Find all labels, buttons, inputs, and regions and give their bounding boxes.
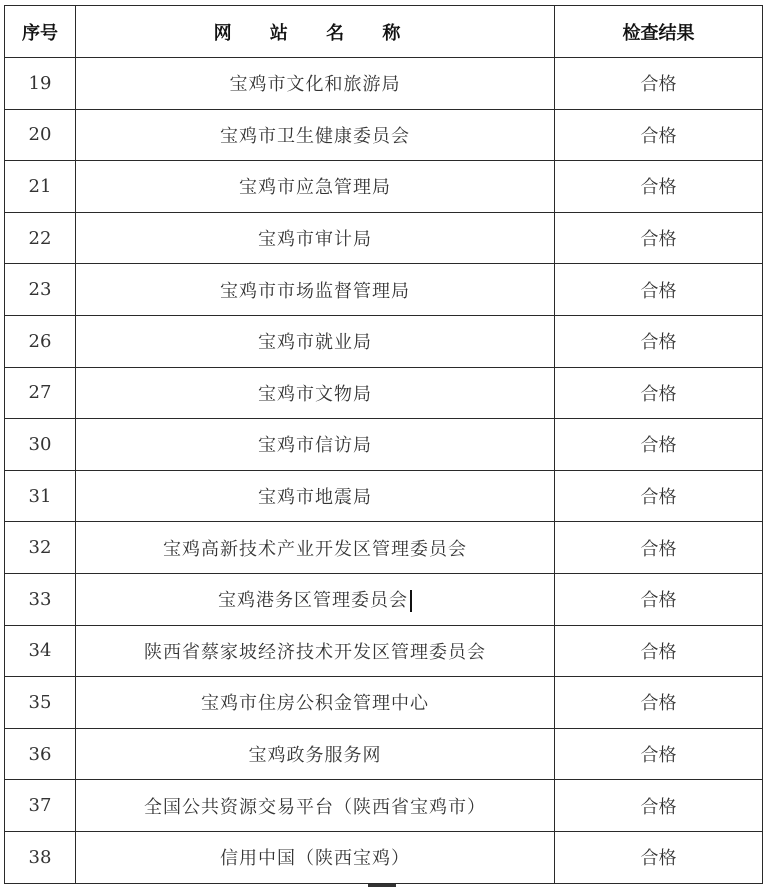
- row-number: 19: [5, 58, 76, 110]
- header-result: 检查结果: [555, 6, 763, 58]
- row-number: 20: [5, 109, 76, 161]
- table-row: [5, 677, 763, 729]
- table-header-row: [5, 6, 763, 58]
- site-name-cell: [76, 212, 555, 264]
- table-row: [5, 419, 763, 471]
- site-name-cell: [76, 728, 555, 780]
- result-cell: 合格: [555, 212, 763, 264]
- header-site-name: 网 站 名 称: [76, 6, 555, 58]
- table-row: [5, 728, 763, 780]
- result-cell: 合格: [555, 573, 763, 625]
- site-name-cell: [76, 831, 555, 883]
- table-row: [5, 109, 763, 161]
- site-name-cell: [76, 109, 555, 161]
- page-edge-mark: [368, 884, 396, 887]
- result-cell: 合格: [555, 58, 763, 110]
- site-name-text: 信用中国（陕西宝鸡）: [220, 848, 410, 870]
- row-number: 21: [5, 161, 76, 213]
- table-row: [5, 780, 763, 832]
- site-name-cell: [76, 315, 555, 367]
- site-name-text: 宝鸡港务区管理委员会: [218, 590, 408, 612]
- table-row: [5, 58, 763, 110]
- result-cell: 合格: [555, 367, 763, 419]
- result-cell: 合格: [555, 419, 763, 471]
- table-row: [5, 831, 763, 883]
- table-row: [5, 625, 763, 677]
- row-number: 35: [5, 677, 76, 729]
- site-name-text: 宝鸡市信访局: [258, 435, 372, 457]
- row-number: 23: [5, 264, 76, 316]
- site-name-cell: [76, 522, 555, 574]
- row-number: 36: [5, 728, 76, 780]
- table-row: [5, 367, 763, 419]
- site-name-text: 全国公共资源交易平台（陕西省宝鸡市）: [144, 796, 486, 818]
- site-name-text: 陕西省蔡家坡经济技术开发区管理委员会: [144, 641, 486, 663]
- result-cell: 合格: [555, 315, 763, 367]
- table-row: [5, 573, 763, 625]
- site-name-cell: [76, 470, 555, 522]
- result-cell: 合格: [555, 522, 763, 574]
- inspection-results-table: [4, 5, 763, 884]
- site-name-text: 宝鸡市就业局: [258, 332, 372, 354]
- site-name-text: 宝鸡市文化和旅游局: [229, 74, 401, 96]
- text-cursor: [410, 590, 412, 612]
- row-number: 34: [5, 625, 76, 677]
- row-number: 30: [5, 419, 76, 471]
- table-row: [5, 161, 763, 213]
- site-name-cell: [76, 780, 555, 832]
- site-name-cell: [76, 419, 555, 471]
- table-row: [5, 315, 763, 367]
- row-number: 26: [5, 315, 76, 367]
- table-row: [5, 522, 763, 574]
- site-name-text: 宝鸡市卫生健康委员会: [220, 125, 410, 147]
- result-cell: 合格: [555, 831, 763, 883]
- site-name-cell: [76, 677, 555, 729]
- site-name-text: 宝鸡市应急管理局: [239, 177, 391, 199]
- result-cell: 合格: [555, 780, 763, 832]
- row-number: 27: [5, 367, 76, 419]
- table-body: [5, 58, 763, 884]
- site-name-text: 宝鸡市文物局: [258, 383, 372, 405]
- row-number: 22: [5, 212, 76, 264]
- site-name-cell: [76, 573, 555, 625]
- site-name-cell: [76, 367, 555, 419]
- row-number: 37: [5, 780, 76, 832]
- result-cell: 合格: [555, 677, 763, 729]
- result-cell: 合格: [555, 264, 763, 316]
- row-number: 38: [5, 831, 76, 883]
- table-row: [5, 212, 763, 264]
- site-name-cell: [76, 161, 555, 213]
- result-cell: 合格: [555, 625, 763, 677]
- table-row: [5, 470, 763, 522]
- site-name-text: 宝鸡高新技术产业开发区管理委员会: [163, 538, 467, 560]
- site-name-text: 宝鸡政务服务网: [248, 745, 382, 767]
- site-name-text: 宝鸡市住房公积金管理中心: [201, 693, 429, 715]
- site-name-cell: [76, 58, 555, 110]
- site-name-text: 宝鸡市市场监督管理局: [220, 280, 410, 302]
- row-number: 32: [5, 522, 76, 574]
- result-cell: 合格: [555, 728, 763, 780]
- table-row: [5, 264, 763, 316]
- result-cell: 合格: [555, 470, 763, 522]
- result-cell: 合格: [555, 161, 763, 213]
- row-number: 33: [5, 573, 76, 625]
- header-number: 序号: [5, 6, 76, 58]
- site-name-cell: [76, 264, 555, 316]
- site-name-cell: [76, 625, 555, 677]
- result-cell: 合格: [555, 109, 763, 161]
- row-number: 31: [5, 470, 76, 522]
- site-name-text: 宝鸡市审计局: [258, 229, 372, 251]
- site-name-text: 宝鸡市地震局: [258, 487, 372, 509]
